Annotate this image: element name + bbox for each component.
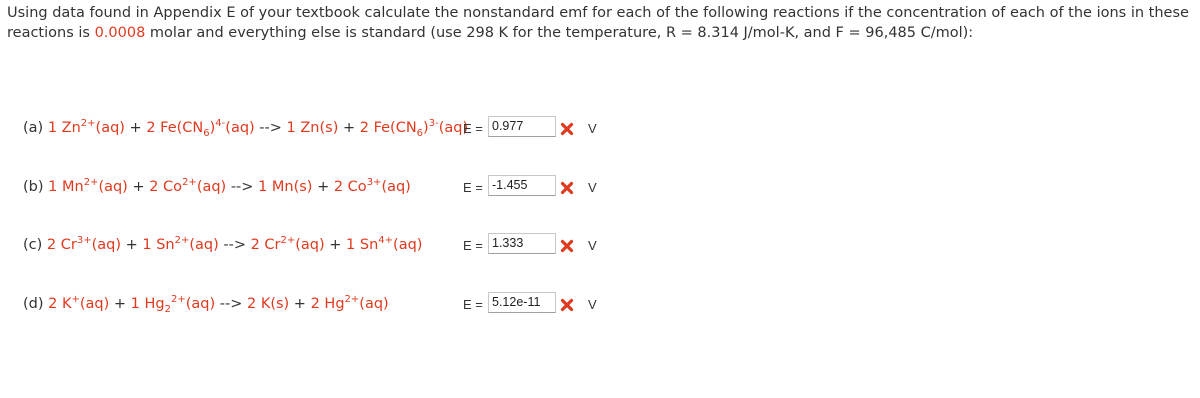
reaction-row-a <box>0 114 1200 144</box>
emf-answer-input[interactable]: 5.12e-11 <box>488 292 556 313</box>
unit-label: V <box>588 297 597 312</box>
x-incorrect-icon <box>560 239 574 253</box>
question-intro: Using data found in Appendix E of your textbook calculate the nonstandard emf for each of the following reactions if the concentration of each of the ions in these reactions is <box>7 5 1189 41</box>
x-incorrect-icon <box>560 298 574 312</box>
x-incorrect-icon <box>560 181 574 195</box>
emf-answer-input[interactable]: 0.977 <box>488 116 556 137</box>
reaction-equation: (d) 2 K+(aq) + 1 $Hg_2^{2+}(aq)$ --> 2 K(s) + 2 $Hg^{2+}(aq)$ <box>23 294 389 315</box>
concentration-value: 0.0008 <box>94 25 146 41</box>
emf-label: E = <box>463 180 483 195</box>
unit-label: V <box>588 180 597 195</box>
x-incorrect-icon <box>560 122 574 136</box>
emf-answer-input[interactable]: 1.333 <box>488 233 556 254</box>
emf-label: E = <box>463 238 483 253</box>
emf-label: E = <box>463 121 483 136</box>
reaction-label: (d) <box>23 296 44 312</box>
reaction-label: (b) <box>23 179 44 195</box>
unit-label: V <box>588 238 597 253</box>
question-conditions: molar and everything else is standard (use 298 K for the temperature, R = 8.314 J/mol-K, and F = 96,485 C/mol): <box>145 25 974 41</box>
question-text <box>7 3 1197 43</box>
reaction-equation: (c) 2 $Cr^{3+}(aq) + 1$ $Sn^{2+}(aq)$ --> 2 $Cr^{2+}(aq) + 1$ $Sn^{4+}(aq)$ <box>23 235 423 253</box>
reaction-row-d <box>0 290 1200 320</box>
reaction-label: (c) <box>23 237 43 253</box>
reaction-label: (a) <box>23 120 44 136</box>
reaction-equation: (b) 1 $Mn^{2+}(aq) + 2$ $Co^{2+}(aq)$ --> 1 Mn(s) + 2 $Co^{3+}(aq)$ <box>23 177 411 195</box>
emf-label: E = <box>463 297 483 312</box>
reaction-row-b <box>0 173 1200 203</box>
reaction-equation: (a) 1 $Zn^{2+}(aq) + 2$ $Fe(CN_6)^{4-}(aq)$ --> 1 Zn(s) + 2 $Fe(CN_6)^{3-}(aq)$ <box>23 118 469 139</box>
reaction-row-c <box>0 231 1200 261</box>
emf-answer-input[interactable]: -1.455 <box>488 175 556 196</box>
unit-label: V <box>588 121 597 136</box>
